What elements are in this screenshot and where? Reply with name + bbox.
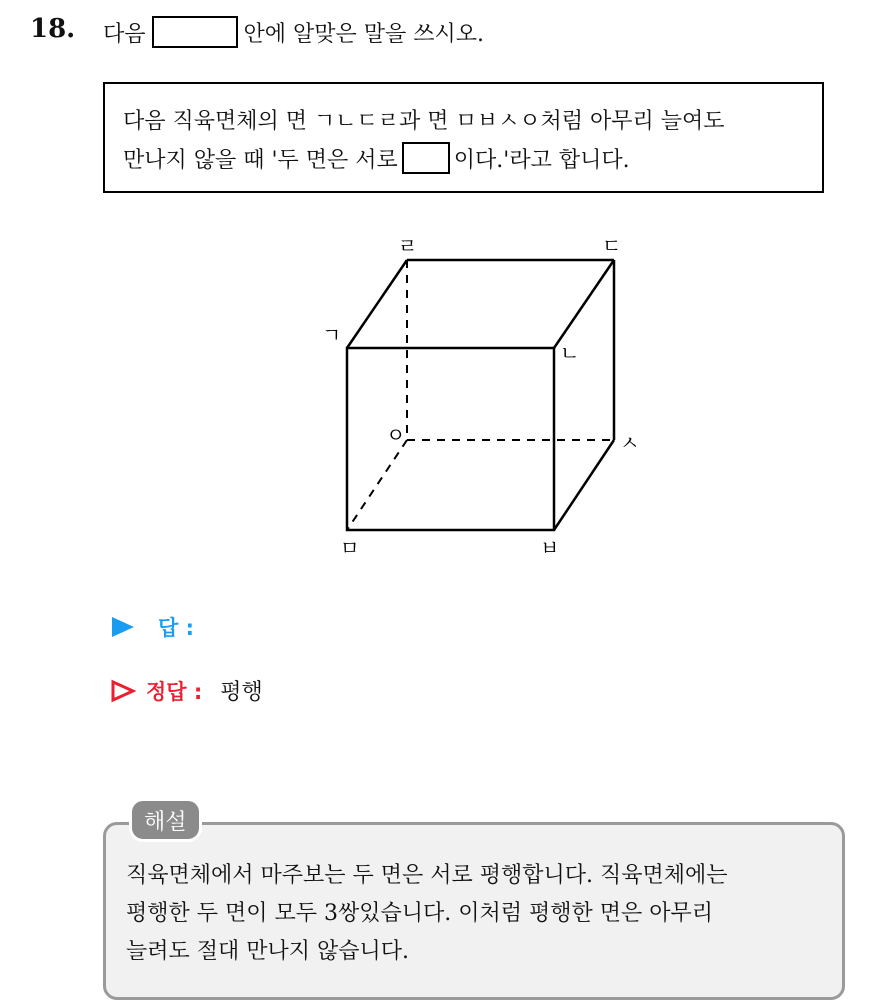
correct-answer-value: 평행 [220, 680, 263, 705]
cuboid-front-face [347, 348, 554, 530]
question-number: 18. [30, 14, 76, 44]
cuboid-edge-top-left [347, 260, 407, 348]
vertex-label-nieun: ㄴ [560, 341, 580, 365]
correct-answer-label: 정답 : [146, 679, 203, 704]
prompt-line-1: 다음 직육면체의 면 ㄱㄴㄷㄹ과 면 ㅁㅂㅅㅇ처럼 아무리 늘여도 [123, 109, 725, 134]
explanation-box [103, 822, 845, 1000]
prompt-line-2-before: 만나지 않을 때 '두 면은 서로 [123, 147, 398, 173]
answer-label: 답 : [158, 616, 194, 640]
answer-marker-icon [110, 615, 136, 639]
vertex-label-rieul: ㄹ [398, 234, 418, 258]
cuboid-figure [320, 230, 650, 570]
answer-row [110, 612, 212, 642]
vertex-label-digeut: ㄷ [602, 234, 622, 258]
question-text-after: 안에 알맞은 말을 쓰시오. [243, 21, 485, 47]
question-blank-box [152, 16, 238, 48]
prompt-line-2-after: 이다.'라고 합니다. [453, 147, 630, 173]
vertex-label-mieum: ㅁ [340, 536, 360, 560]
cuboid-edge-bottom-right [554, 440, 614, 530]
explanation-line-3: 늘려도 절대 만나지 않습니다. [126, 939, 409, 964]
correct-answer-marker-icon [110, 679, 136, 703]
prompt-blank-box [402, 142, 450, 174]
cuboid-edge-top-right [554, 260, 614, 348]
prompt-line-2 [123, 142, 630, 174]
explanation-tag: 해설 [129, 798, 202, 842]
explanation-line-2: 평행한 두 면이 모두 3쌍있습니다. 이처럼 평행한 면은 아무리 [126, 901, 713, 926]
vertex-label-siot: ㅅ [620, 431, 640, 455]
cuboid-hidden-edge-diagonal [347, 440, 407, 530]
prompt-box [103, 82, 824, 193]
explanation-line-1: 직육면체에서 마주보는 두 면은 서로 평행합니다. 직육면체에는 [126, 863, 728, 888]
explanation-text [126, 857, 728, 971]
correct-answer-row [110, 675, 263, 706]
question-text [103, 16, 484, 48]
question-text-before: 다음 [103, 21, 146, 47]
vertex-label-bieup: ㅂ [540, 536, 560, 560]
vertex-label-ieung: ㅇ [386, 423, 406, 447]
vertex-label-giyeok: ㄱ [322, 323, 342, 347]
